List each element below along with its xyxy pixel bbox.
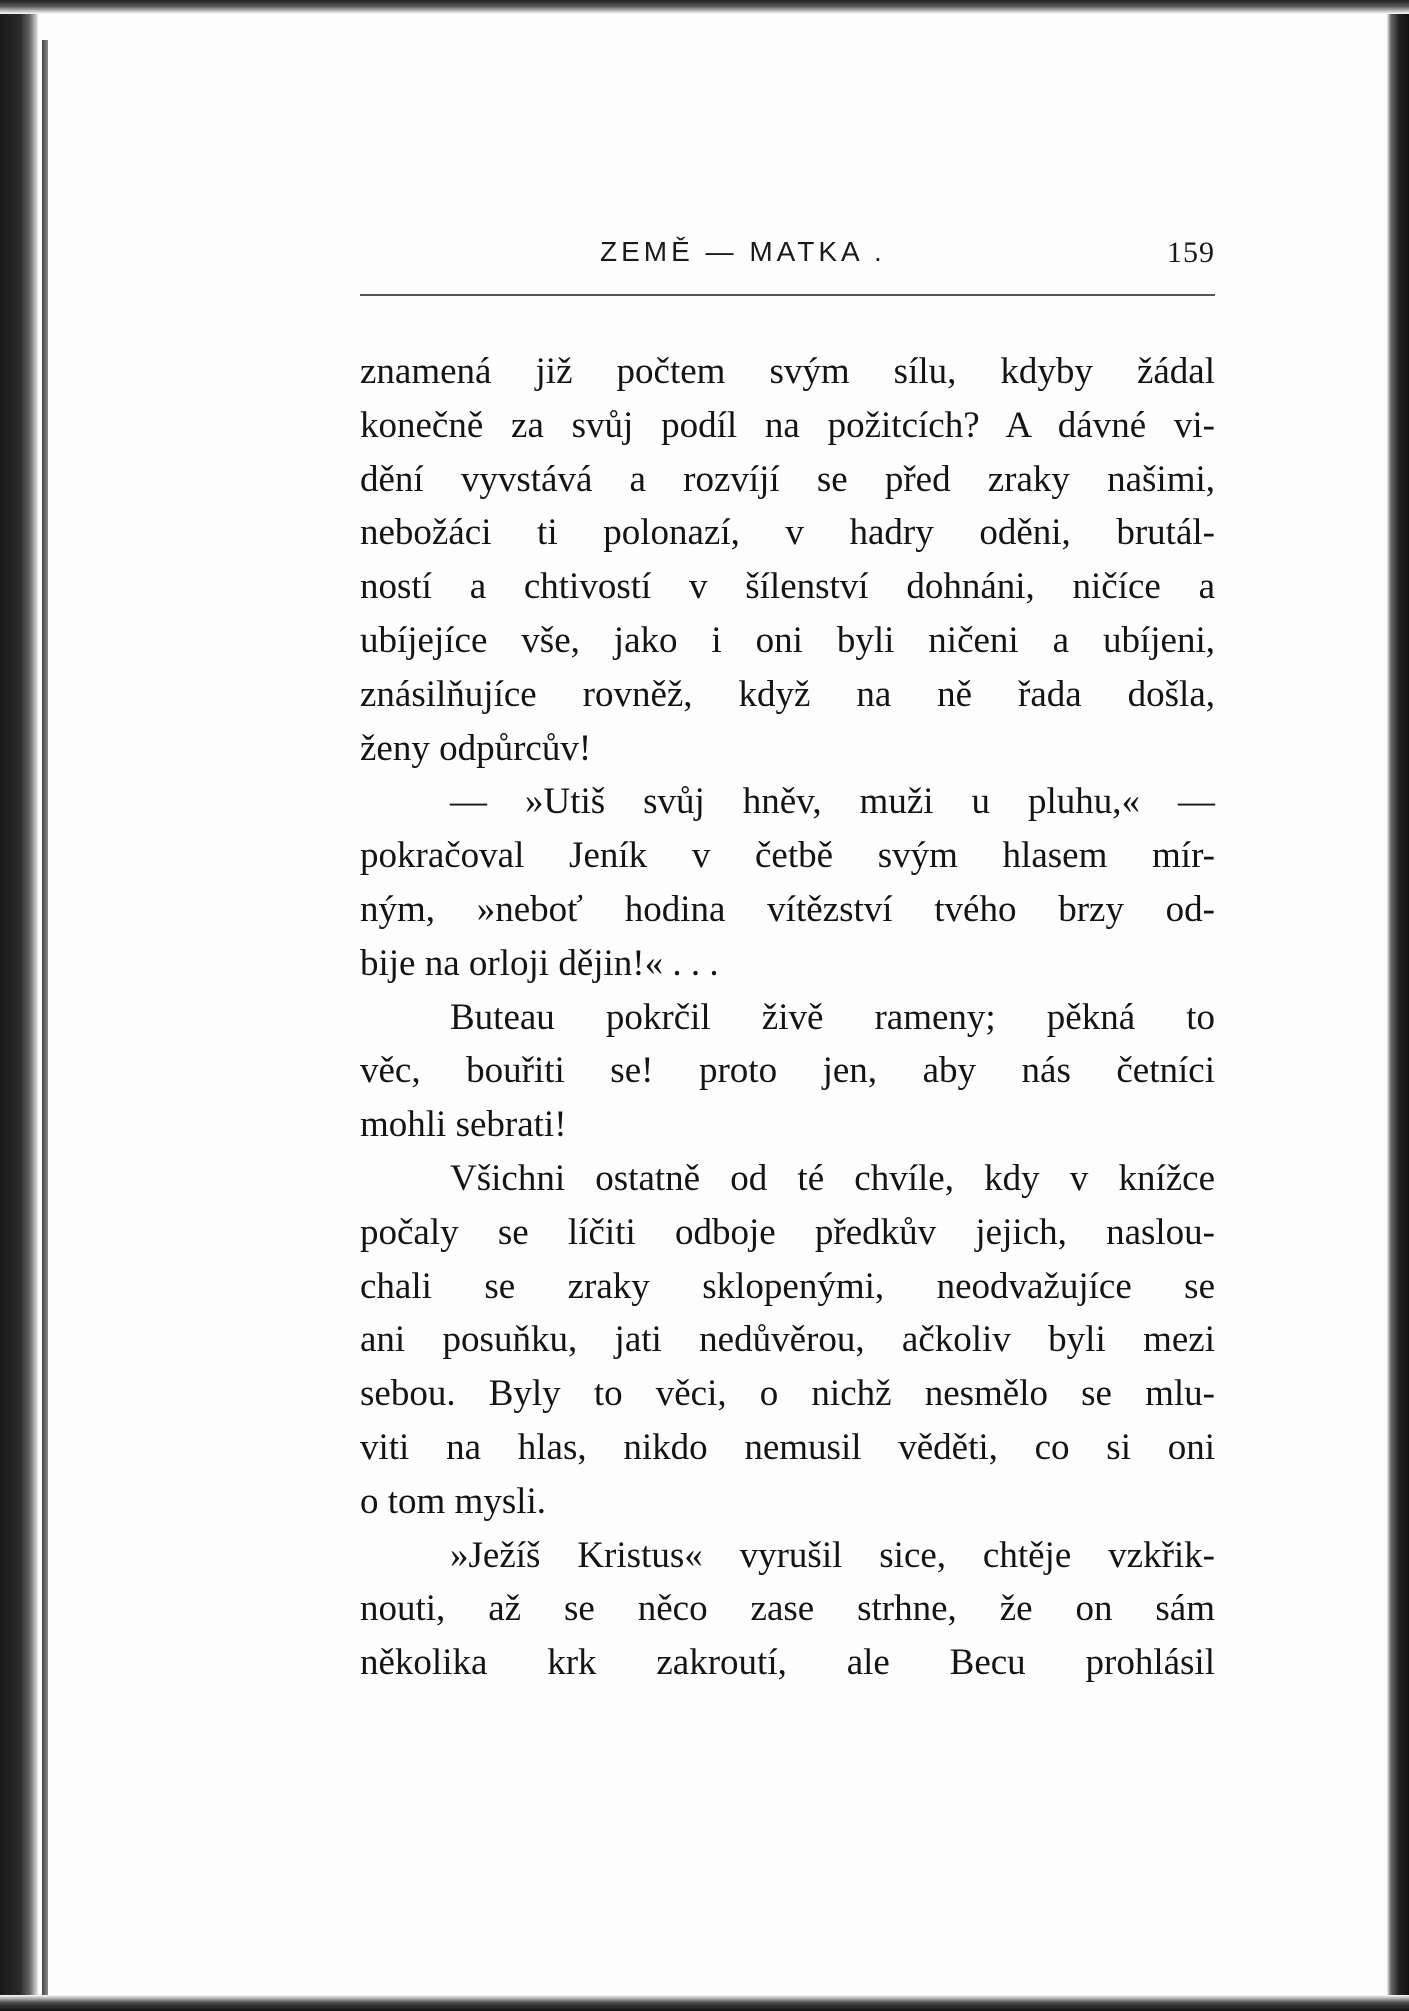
text-line: Buteau pokrčil živě rameny; pěkná to — [450, 996, 1215, 1038]
text-line: — »Utiš svůj hněv, muži u pluhu,« — — [450, 781, 1215, 823]
text-line: ností a chtivostí v šílenství dohnáni, ničíce a — [360, 566, 1215, 608]
text-line: ani posuňku, jati nedůvěrou, ačkoliv byli mezi — [360, 1319, 1215, 1361]
body-text — [360, 345, 1215, 1690]
text-line: mohli sebrati! — [360, 1104, 567, 1146]
scan-edge-top — [0, 0, 1409, 14]
text-line: viti na hlas, nikdo nemusil věděti, co si oni — [360, 1426, 1215, 1468]
header-rule — [360, 294, 1215, 296]
text-line: věc, bouřiti se! proto jen, aby nás četníci — [360, 1050, 1215, 1092]
page-number: 159 — [1167, 236, 1215, 269]
text-line: o tom mysli. — [360, 1480, 547, 1522]
text-line: ným, »neboť hodina vítězství tvého brzy od- — [360, 888, 1215, 930]
text-line: bije na orloji dějin!« . . . — [360, 942, 719, 984]
text-line: Všichni ostatně od té chvíle, kdy v knížce — [450, 1157, 1215, 1199]
text-line: sebou. Byly to věci, o nichž nesmělo se mlu- — [360, 1373, 1215, 1415]
text-line: znásilňujíce rovněž, když na ně řada došla, — [360, 673, 1215, 715]
text-line: chali se zraky sklopenými, neodvažujíce se — [360, 1265, 1215, 1307]
text-line: nebožáci ti polonazí, v hadry oděni, brutál- — [360, 512, 1215, 554]
text-line: znamená již počtem svým sílu, kdyby žádal — [360, 351, 1215, 392]
scan-edge-right — [1387, 0, 1409, 2011]
running-head — [360, 236, 1215, 276]
text-line: nouti, až se něco zase strhne, že on sám — [360, 1588, 1215, 1630]
text-line: počaly se líčiti odboje předkův jejich, naslou- — [360, 1211, 1215, 1253]
binding-shadow — [42, 40, 48, 2000]
scan-edge-bottom — [0, 1995, 1409, 2011]
text-line: dění vyvstává a rozvíjí se před zraky našimi, — [360, 458, 1215, 500]
running-title: ZEMĚ — MATKA . — [600, 236, 886, 267]
text-line: pokračoval Jeník v četbě svým hlasem mír- — [360, 835, 1215, 877]
text-line: ženy odpůrcův! — [360, 727, 592, 769]
scan-edge-left — [0, 0, 38, 2011]
text-line: »Ježíš Kristus« vyrušil sice, chtěje vzkřik- — [450, 1534, 1215, 1576]
text-line: několika krk zakroutí, ale Becu prohlásil — [360, 1642, 1215, 1684]
text-line: konečně za svůj podíl na požitcích? A dávné vi- — [360, 404, 1215, 446]
text-line: ubíjejíce vše, jako i oni byli ničeni a ubíjeni, — [360, 619, 1215, 661]
